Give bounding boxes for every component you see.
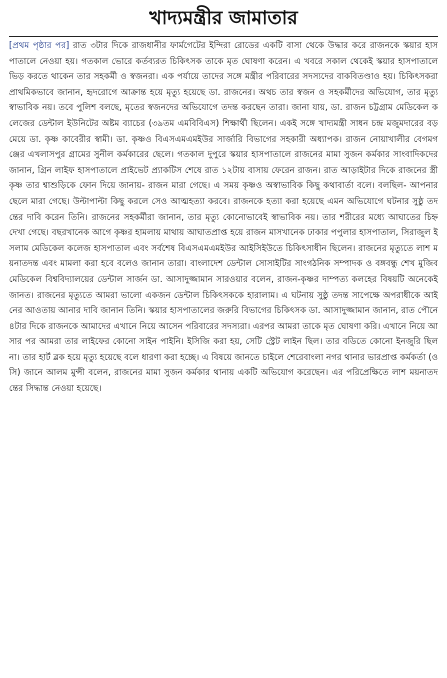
article-body [9,39,438,669]
headline-divider [9,36,438,37]
article-headline: খাদ্যমন্ত্রীর জামাতার [149,7,298,29]
article-body-text: রাত ৩টার দিকে রাজধানীর ফার্মগেটের ইন্দিরা রোডের একটি বাসা থেকে উদ্ধার করে রাজনকে স্কয়ার হাসপাতালে নেওয়া হয়। গতকাল ভোরে কর্তব্যরত চিকিৎসক তাকে মৃত ঘোষণা করেন। এ খবরে সকাল থেকেই স্কয়ার হাসপাতালে ভিড় করতে থাকেন তার সহকর্মী ও স্বজনরা। এক পর্যায়ে তাদের সঙ্গে মন্ত্রীর পরিবারের সদস্যদের বাকবিতণ্ডাও হয়। চিকিৎসকরা প্রাথমিকভাবে জানান, হৃদরোগে আক্রান্ত হয়ে মৃত্যু হয়েছে ডা. রাজনের। অথচ তার স্বজন ও সহকর্মীদের অভিযোগ, তার মৃত্যু স্বাভাবিক নয়। তবে পুলিশ বলছে, মৃতের স্বজনদের অভিযোগে তদন্ত করছেন তারা। জানা যায়, ডা. রাজন চট্টগ্রাম মেডিকেল কলেজের ডেন্টাল ইউনিটের অষ্টম ব্যাচের (৩৯তম এমবিবিএস) শিক্ষার্থী ছিলেন। একই সঙ্গে খাদ্যমন্ত্রী সাধন চন্দ্র মজুমদারের বড় মেয়ে ডা. কৃষ্ণ কাবেরীর স্বামী। ডা. কৃষ্ণও বিএসএমএমইউর সার্জারি বিভাগের সহকারী অধ্যাপক। রাজন নোয়াখালীর বেগমগঞ্জের এখলাসপুর গ্রামের সুনীল কর্মকারের ছেলে। গতকাল দুপুরে স্কয়ার হাসপাতালে রাজনের মামা সুজন কর্মকার সাংবাদিকদের জানান, গ্রিন লাইফ হাসপাতালে প্রাইভেট প্র্যাকটিস শেষে রাত ১২টায় বাসায় ফেরেন রাজন। রাত আড়াইটার দিকে রাজনের স্ত্রী কৃষ্ণ তার শ্বাশুড়িকে ফোন দিয়ে জানায়- রাজন মারা গেছে। এ সময় কৃষ্ণও অস্বাভাবিক কিছু কথাবার্তা বলে। বলছিল- আপনার ছেলে মারা গেছে। উল্টাপাল্টা কিছু করলে সেও আত্মহত্যা করবে। রাজনকে হত্যা করা হয়েছে এমন অভিযোগে ঘটনার সুষ্ঠু তদন্তের দাবি করেন তিনি। রাজনের সহকর্মীরা জানান, তার মৃত্যু কোনোভাবেই স্বাভাবিক নয়। তার শরীরের মধ্যে আঘাতের চিহ্ন দেখা গেছে। বছরখানেক আগে কৃষ্ণর হামলায় মাথায় আঘাতপ্রাপ্ত হয়ে রাজন মাসখানেক ঢাকার পপুলার হাসপাতাল, সিরাজুল ইসলাম মেডিকেল কলেজ হাসপাতাল এবং সর্বশেষ বিএসএমএমইউর আইসিইউতে চিকিৎসাধীন ছিলেন। রাজনের মৃত্যুতে লাশ ময়নাতদন্ত এবং মামলা করা হবে বলেও জানান তারা। বাংলাদেশ ডেন্টাল সোসাইটির সাংগঠনিক সম্পাদক ও বঙ্গবন্ধু শেখ মুজিব মেডিকেল বিশ্ববিদ্যালয়ের ডেন্টাল সার্জন ডা. আসাদুজ্জামান সারওয়ার বলেন, রাজন-কৃষ্ণর দাম্পত্য কলহের বিষয়টি অনেকেই জানত। রাজনের মৃত্যুতে আমরা ভালো একজন ডেন্টাল চিকিৎসককে হারালাম। এ ঘটনায় সুষ্ঠু তদন্ত সাপেক্ষে অপরাধীকে আইনের আওতায় আনার দাবি জানান তিনি। স্কয়ার হাসপাতালের জরুরি বিভাগের চিকিৎসক ডা. আসাদুজ্জামান জানান, রাত পৌনে ৪টার দিকে রাজনকে আমাদের এখানে নিয়ে আসেন পরিবারের সদস্যরা। এরপর আমরা তাকে মৃত ঘোষণা করি। এখানে নিয়ে আসার পর আমরা তার লাইফের কোনো সাইন পাইনি। ইসিজি করা হয়, সেটি স্ট্রেট লাইন ছিল। তার বডিতে কোনো ইনজুরি ছিল না। তার হার্ট ব্লক হয়ে মৃত্যু হয়েছে বলে ধারণা করা হচ্ছে। এ বিষয়ে জানতে চাইলে শেরেবাংলা নগর থানার ভারপ্রাপ্ত কর্মকর্তা (ওসি) জানে আলম মুন্সী বলেন, রাজনের মামা সুজন কর্মকার থানায় একটি অভিযোগ করেছেন। এর পরিপ্রেক্ষিতে লাশ ময়নাতদন্তের সিদ্ধান্ত নেওয়া হয়েছে। [9,41,438,395]
page-jump-label: [প্রথম পৃষ্ঠার পর] [9,41,70,51]
